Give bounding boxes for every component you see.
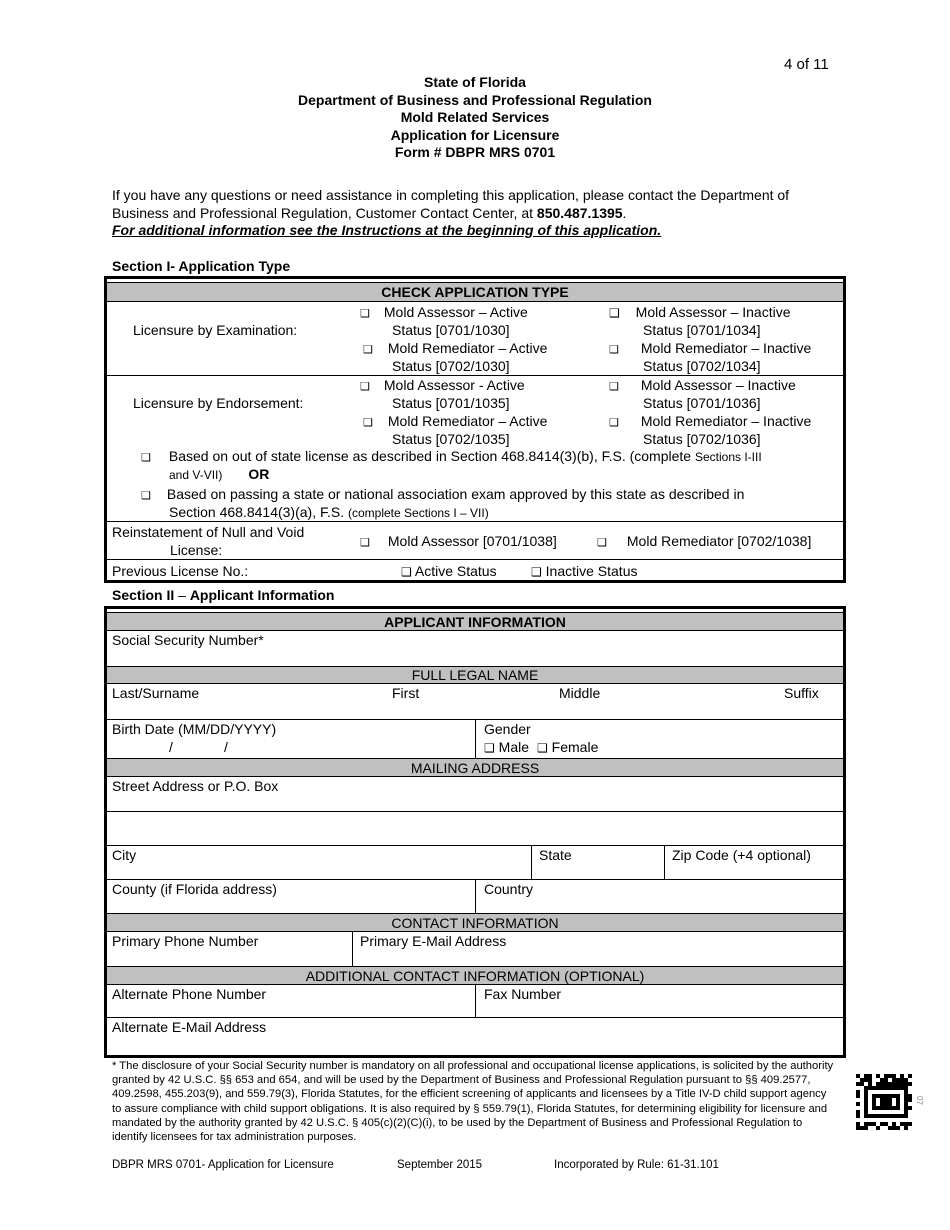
endorse-remediator-active-label: Mold Remediator – Active <box>387 413 548 429</box>
male-option[interactable] <box>484 739 529 755</box>
previous-license-label: Previous License No.: <box>112 563 249 579</box>
alt-phone-fax-row[interactable] <box>107 985 843 1018</box>
basis-exam[interactable] <box>141 485 744 505</box>
previous-active[interactable] <box>401 562 497 581</box>
section-1-title: Section I- Application Type <box>112 258 291 274</box>
street-row[interactable] <box>107 777 843 812</box>
county-label: County (if Florida address) <box>112 881 277 897</box>
endorse-remediator-inactive-code: Status [0702/1036] <box>643 431 761 447</box>
county-row[interactable] <box>107 880 843 914</box>
reinstate-assessor[interactable] <box>360 532 557 552</box>
qr-code-icon <box>856 1074 912 1130</box>
checkbox-icon[interactable]: ❑ <box>360 308 370 320</box>
ssn-disclosure-footnote: * The disclosure of your Social Security number is mandatory on all professional and occupational license applications, is solicited by the authority granted by 42 U.S.C. §§ 653 and 654, and will be used by the Department of Business and Professional Regulation pursuant to §§ 409.2577, 409.2598, 455.203(9), and 559.79(3), Florida Statutes, for the efficient screening of applicants and licensees by a Title IV-D child support agency to assure compliance with child support obligations. It is also required by § 559.79(1), Florida Statutes, for determining eligibility for licensure and mandated by the authority granted by 42 U.S.C. § 405(c)(2)(C)(i), to be used by the Department of Business and Professional Regulation to identify licensees for tax administration purposes. <box>112 1060 834 1144</box>
full-legal-name-header: FULL LEGAL NAME <box>107 667 843 684</box>
previous-inactive[interactable] <box>531 562 637 581</box>
basis-out-of-state-sections-2: and V-VII) <box>169 468 223 482</box>
divider <box>475 985 476 1017</box>
primary-phone-label: Primary Phone Number <box>112 933 259 949</box>
exam-assessor-active[interactable] <box>360 303 528 323</box>
male-label: Male <box>498 739 530 755</box>
divider <box>531 846 532 879</box>
endorse-label: Licensure by Endorsement: <box>133 395 304 411</box>
exam-remediator-inactive[interactable] <box>609 339 811 359</box>
ssn-label: Social Security Number* <box>112 632 264 648</box>
exam-assessor-active-code: Status [0701/1030] <box>392 322 510 338</box>
endorse-assessor-active-label: Mold Assessor - Active <box>383 377 525 393</box>
section-2-number: Section II <box>112 587 175 603</box>
exam-assessor-inactive[interactable] <box>609 303 791 322</box>
city-label: City <box>112 847 137 863</box>
previous-active-label: Active Status <box>414 563 497 579</box>
endorse-remediator-active-code: Status [0702/1035] <box>392 431 510 447</box>
name-row[interactable] <box>107 684 843 720</box>
ssn-row[interactable] <box>107 631 843 667</box>
reinstate-assessor-label: Mold Assessor [0701/1038] <box>387 533 557 549</box>
street-row-2[interactable] <box>107 812 843 846</box>
checkbox-icon[interactable]: ❑ <box>401 565 412 579</box>
header-line-1: State of Florida <box>424 74 526 90</box>
basis-out-of-state-sections: Sections I-III <box>694 450 762 464</box>
checkbox-icon[interactable]: ❑ <box>531 565 542 579</box>
phone-email-row[interactable] <box>107 932 843 967</box>
footer-date: September 2015 <box>397 1159 483 1171</box>
exam-remediator-active-code: Status [0702/1030] <box>392 358 510 374</box>
header-line-2: Department of Business and Professional Regulation <box>298 91 652 108</box>
exam-assessor-active-label: Mold Assessor – Active <box>383 304 528 320</box>
basis-exam-sections: (complete Sections I – VII) <box>348 506 489 520</box>
exam-assessor-inactive-code: Status [0701/1034] <box>643 322 761 338</box>
header-line-4: Application for Licensure <box>390 126 560 143</box>
exam-label: Licensure by Examination: <box>133 322 298 338</box>
intro-paragraph <box>112 187 832 240</box>
applicant-information-table <box>104 606 846 1058</box>
intro-text: If you have any questions or need assistance in completing this application, please contact the Department of Business and Professional Regulation, Customer Contact Center, at <box>112 187 790 221</box>
endorse-assessor-inactive[interactable] <box>609 376 796 396</box>
checkbox-icon[interactable]: ❑ <box>484 741 495 755</box>
checkbox-icon[interactable]: ❑ <box>609 381 619 393</box>
divider <box>475 880 476 913</box>
endorse-remediator-active[interactable] <box>363 412 547 432</box>
divider <box>107 521 843 522</box>
divider <box>352 932 353 966</box>
or-label: OR <box>248 466 270 482</box>
alternate-phone-label: Alternate Phone Number <box>112 986 267 1002</box>
basis-out-of-state-label: Based on out of state license as described in Section 468.8414(3)(b), F.S. (complete <box>168 448 695 464</box>
exam-remediator-active[interactable] <box>363 339 547 359</box>
gender-label: Gender <box>484 721 531 737</box>
first-name-label: First <box>392 685 420 701</box>
alt-email-row[interactable] <box>107 1018 843 1055</box>
application-type-table <box>104 276 846 583</box>
basis-out-of-state[interactable] <box>141 447 762 467</box>
exam-assessor-inactive-label: Mold Assessor – Inactive <box>635 304 791 320</box>
checkbox-icon[interactable]: ❑ <box>597 537 607 549</box>
section-2-dash: – <box>174 587 190 603</box>
suffix-label: Suffix <box>784 685 819 701</box>
endorse-assessor-active-code: Status [0701/1035] <box>392 395 510 411</box>
divider <box>475 720 476 758</box>
mailing-address-header: MAILING ADDRESS <box>107 759 843 777</box>
exam-remediator-active-label: Mold Remediator – Active <box>387 340 548 356</box>
exam-remediator-inactive-code: Status [0702/1034] <box>643 358 761 374</box>
street-label: Street Address or P.O. Box <box>112 778 279 794</box>
section-2-name: Applicant Information <box>189 587 335 603</box>
intro-period: . <box>622 204 627 221</box>
form-header <box>0 74 950 162</box>
reinstate-label: Reinstatement of Null and Void <box>112 524 305 540</box>
endorse-remediator-inactive-label: Mold Remediator – Inactive <box>640 413 812 429</box>
contact-phone: 850.487.1395 <box>536 204 623 221</box>
footer-rule: Incorporated by Rule: 61-31.101 <box>554 1159 719 1171</box>
birth-date-label: Birth Date (MM/DD/YYYY) <box>112 721 277 737</box>
endorse-assessor-inactive-code: Status [0701/1036] <box>643 395 761 411</box>
zip-label: Zip Code (+4 optional) <box>672 847 811 863</box>
header-line-3: Mold Related Services <box>400 109 550 125</box>
last-name-label: Last/Surname <box>112 685 200 701</box>
page-number: 4 of 11 <box>784 56 829 73</box>
birth-date-separator: / <box>224 739 228 755</box>
city-row[interactable] <box>107 846 843 880</box>
reinstate-label-2: License: <box>170 542 223 558</box>
checkbox-icon[interactable]: ❑ <box>609 306 620 320</box>
previous-inactive-label: Inactive Status <box>545 563 638 579</box>
primary-email-label: Primary E-Mail Address <box>360 933 507 949</box>
basis-exam-statute: Section 468.8414(3)(a), F.S. <box>169 504 348 520</box>
footer-form-name: DBPR MRS 0701- Application for Licensure <box>112 1159 334 1171</box>
checkbox-icon[interactable]: ❑ <box>537 741 548 755</box>
checkbox-icon[interactable]: ❑ <box>609 344 619 356</box>
endorse-assessor-inactive-label: Mold Assessor – Inactive <box>640 377 796 393</box>
checkbox-icon[interactable]: ❑ <box>363 417 373 429</box>
female-option[interactable] <box>537 739 598 755</box>
header-line-5: Form # DBPR MRS 0701 <box>394 144 556 160</box>
endorse-remediator-inactive[interactable] <box>609 412 811 432</box>
additional-contact-header: ADDITIONAL CONTACT INFORMATION (OPTIONAL) <box>107 967 843 985</box>
check-application-type-header: CHECK APPLICATION TYPE <box>107 282 843 302</box>
birth-gender-row[interactable] <box>107 720 843 759</box>
divider <box>664 846 665 879</box>
alternate-email-label: Alternate E-Mail Address <box>112 1019 267 1035</box>
gender-options <box>484 739 598 755</box>
checkbox-icon[interactable]: ❑ <box>609 417 619 429</box>
checkbox-icon[interactable]: ❑ <box>363 344 373 356</box>
qr-code-label: 07 <box>914 1096 924 1105</box>
checkbox-icon[interactable]: ❑ <box>141 452 151 464</box>
divider <box>107 559 843 560</box>
checkbox-icon[interactable]: ❑ <box>141 490 151 502</box>
checkbox-icon[interactable]: ❑ <box>360 381 370 393</box>
country-label: Country <box>484 881 534 897</box>
section-2-title <box>112 587 334 603</box>
reinstate-remediator[interactable] <box>597 532 811 552</box>
state-label: State <box>539 847 572 863</box>
exam-remediator-inactive-label: Mold Remediator – Inactive <box>640 340 812 356</box>
checkbox-icon[interactable]: ❑ <box>360 537 370 549</box>
birth-date-separator: / <box>169 739 173 755</box>
fax-label: Fax Number <box>484 986 562 1002</box>
instructions-note: For additional information see the Instructions at the beginning of this application. <box>112 222 662 238</box>
female-label: Female <box>551 739 599 755</box>
applicant-information-header: APPLICANT INFORMATION <box>107 612 843 631</box>
basis-exam-label: Based on passing a state or national association exam approved by this state as described in <box>166 486 745 502</box>
reinstate-remediator-label: Mold Remediator [0702/1038] <box>626 533 812 549</box>
middle-name-label: Middle <box>559 685 601 701</box>
endorse-assessor-active[interactable] <box>360 376 525 396</box>
contact-information-header: CONTACT INFORMATION <box>107 914 843 932</box>
